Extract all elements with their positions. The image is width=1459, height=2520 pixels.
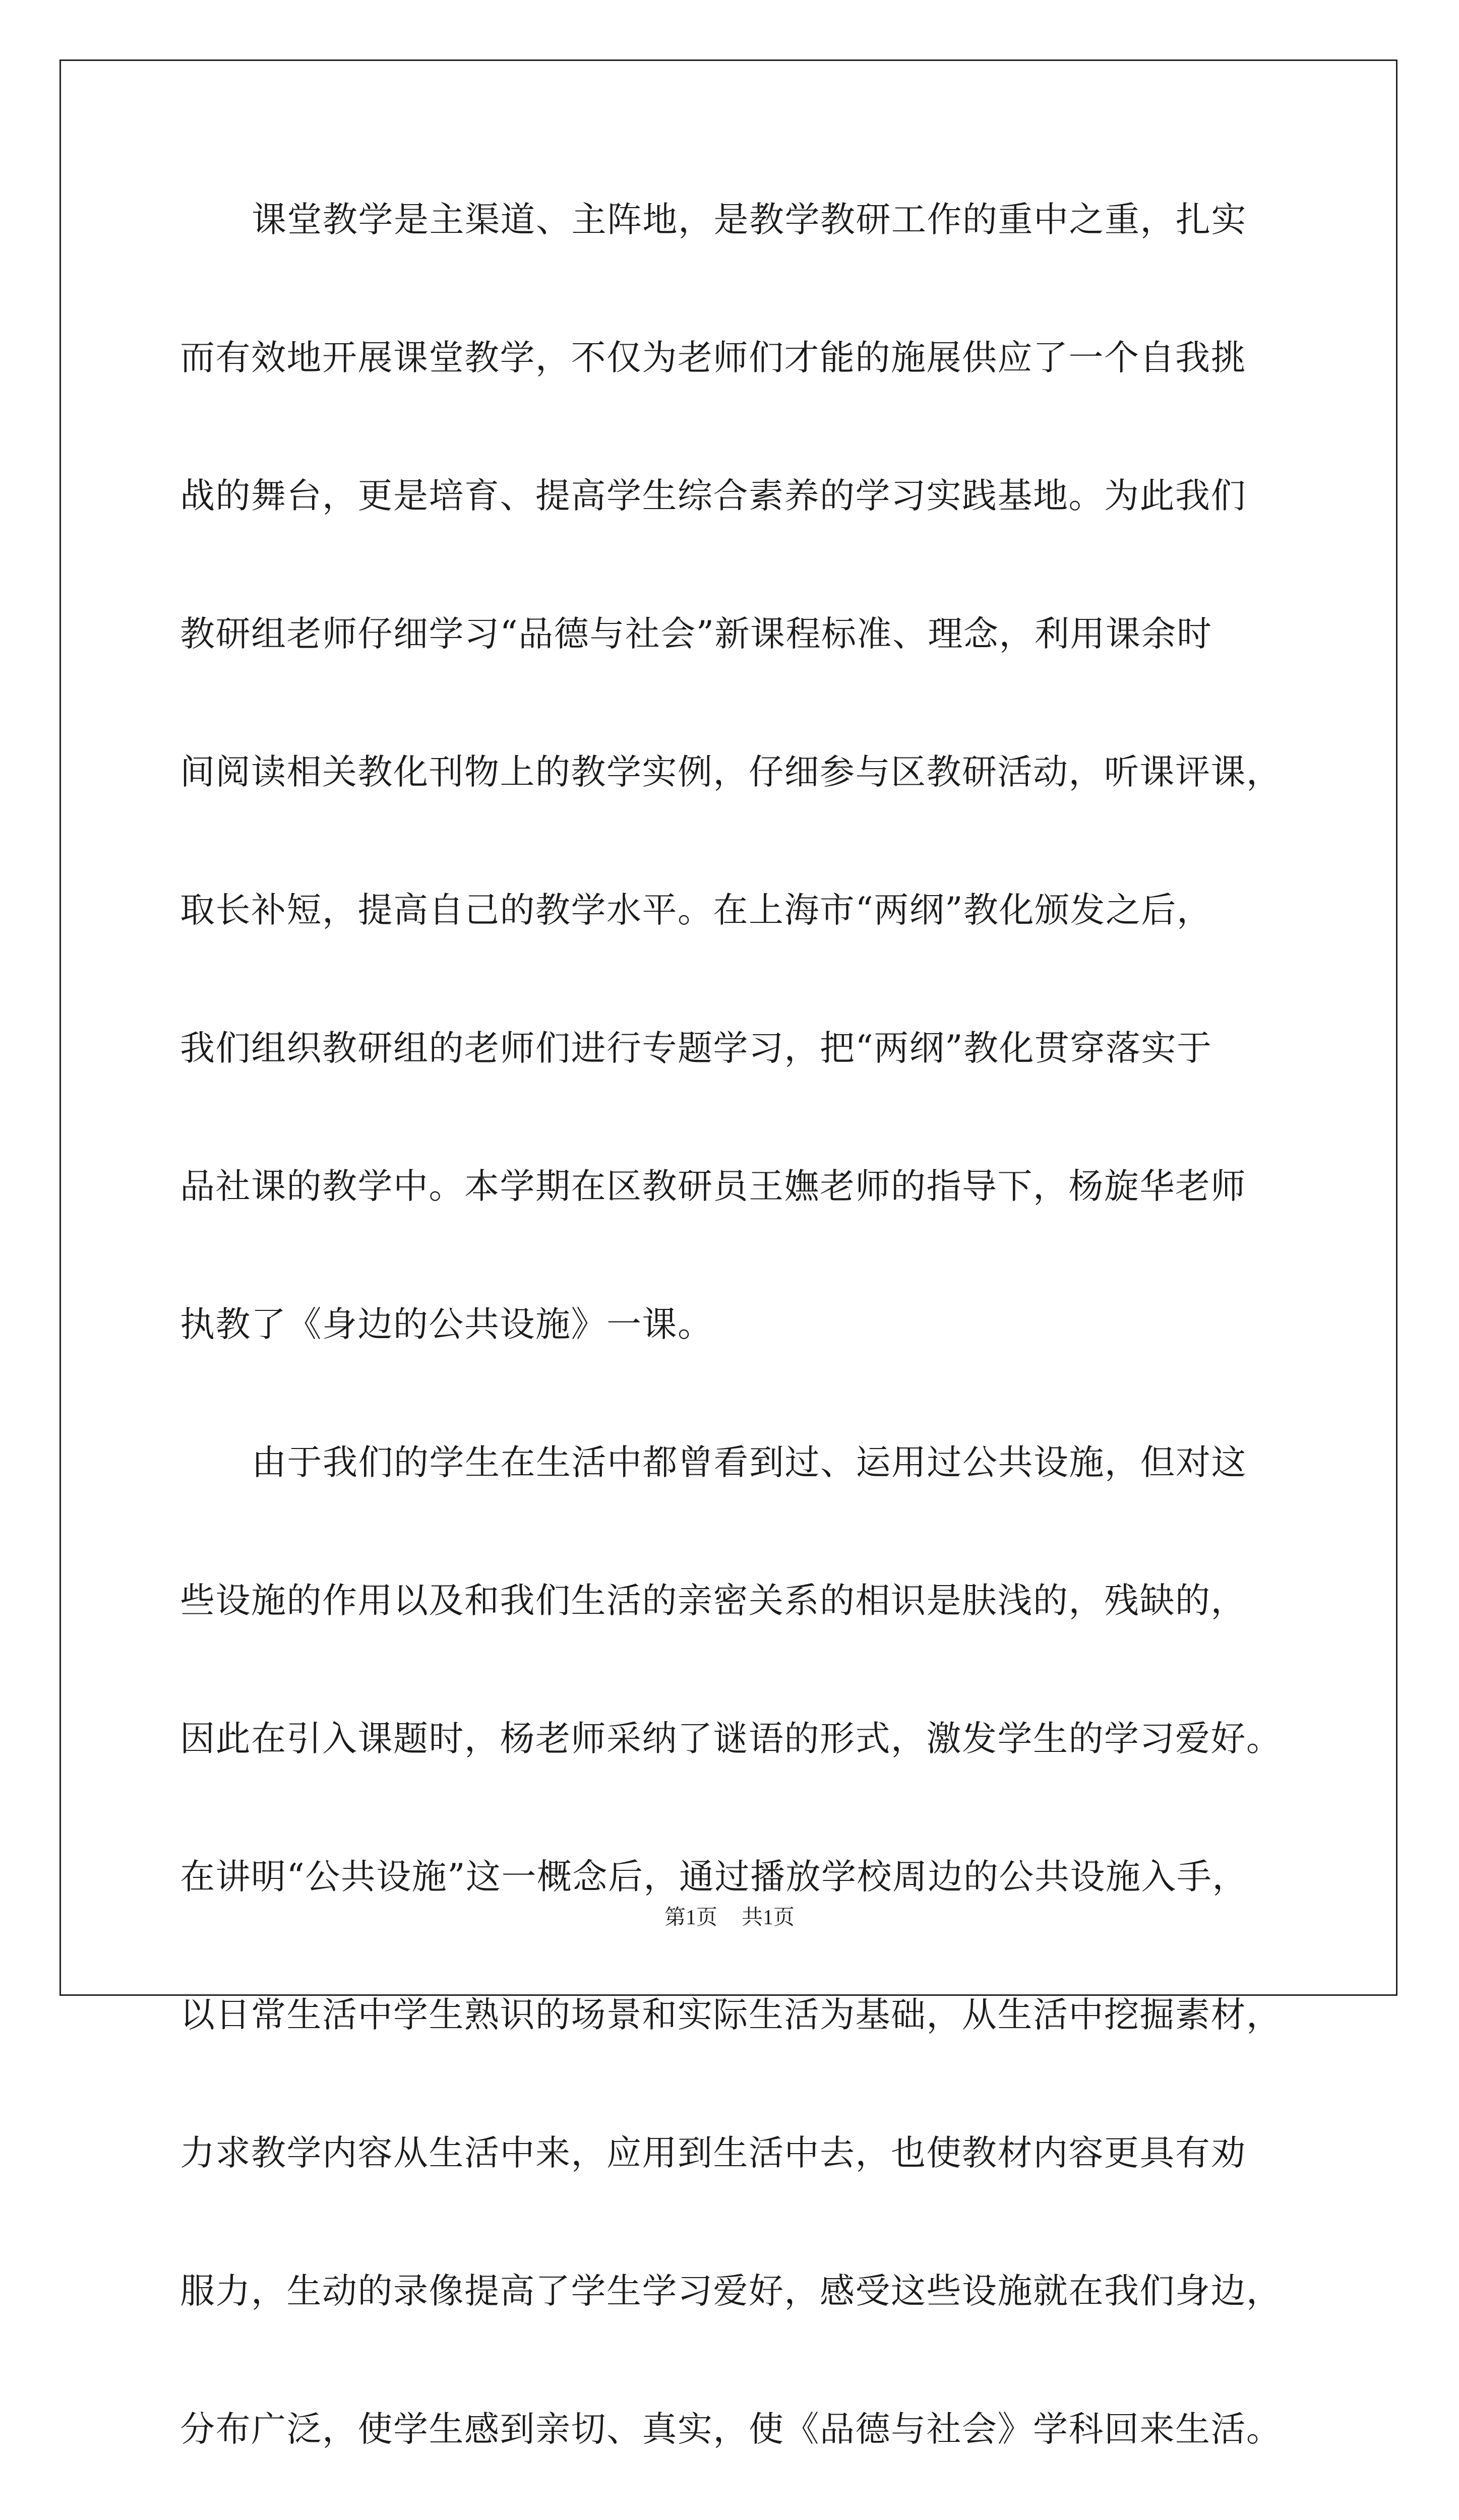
paragraph-1-line-4: 教研组老师仔细学习“品德与社会”新课程标准、理念，利用课余时 xyxy=(180,614,1212,654)
paragraph-2-line-6: 力求教学内容从生活中来，应用到生活中去，也使教材内容更具有劝 xyxy=(180,2133,1246,2173)
paragraph-2-line-1: 由于我们的学生在生活中都曾看到过、运用过公共设施，但对这 xyxy=(252,1442,1247,1483)
paragraph-2-line-4: 在讲明“公共设施”这一概念后，通过播放学校周边的公共设施入手， xyxy=(180,1857,1248,1897)
paragraph-1-line-8: 品社课的教学中。本学期在区教研员王嫵老师的指导下，杨旋华老师 xyxy=(180,1166,1246,1207)
paragraph-1-line-3: 战的舞台，更是培育、提高学生综合素养的学习实践基地。为此我们 xyxy=(180,476,1246,516)
paragraph-1-line-1: 课堂教学是主渠道、主阵地，是教学教研工作的重中之重，扎实 xyxy=(252,200,1247,240)
page-number: 第1页 xyxy=(664,1906,717,1929)
paragraph-2-line-3: 因此在引入课题时，杨老师采纳了谜语的形式，激发学生的学习爱好。 xyxy=(180,1719,1282,1759)
paragraph-2-line-2: 些设施的作用以及和我们生活的亲密关系的相识是肤浅的，残缺的， xyxy=(180,1581,1246,1621)
paragraph-1-line-5: 间阅读相关教化刊物上的教学实例，仔细参与区教研活动，听课评课， xyxy=(180,752,1282,792)
paragraph-2-line-5: 以日常生活中学生熟识的场景和实际生活为基础，从生活中挖掘素材， xyxy=(180,1995,1282,2035)
paragraph-1-line-6: 取长补短，提高自己的教学水平。在上海市“两纲”教化颁发之后， xyxy=(180,890,1212,930)
paragraph-2-line-7: 服力，生动的录像提高了学生学习爱好，感受这些设施就在我们身边， xyxy=(180,2271,1282,2311)
document-body xyxy=(180,196,1282,2520)
paragraph-2-line-8: 分布广泛，使学生感到亲切、真实，使《品德与社会》学科回来生活。 xyxy=(180,2409,1282,2449)
page-footer xyxy=(0,1903,1459,1933)
page-total: 共1页 xyxy=(742,1906,795,1929)
paragraph-1-line-7: 我们组织教研组的老师们进行专题学习，把“两纲”教化贯穿落实于 xyxy=(180,1028,1212,1068)
paragraph-1-line-2: 而有效地开展课堂教学，不仅为老师们才能的施展供应了一个自我挑 xyxy=(180,338,1246,378)
paragraph-1-line-9: 执教了《身边的公共设施》一课。 xyxy=(180,1304,713,1345)
